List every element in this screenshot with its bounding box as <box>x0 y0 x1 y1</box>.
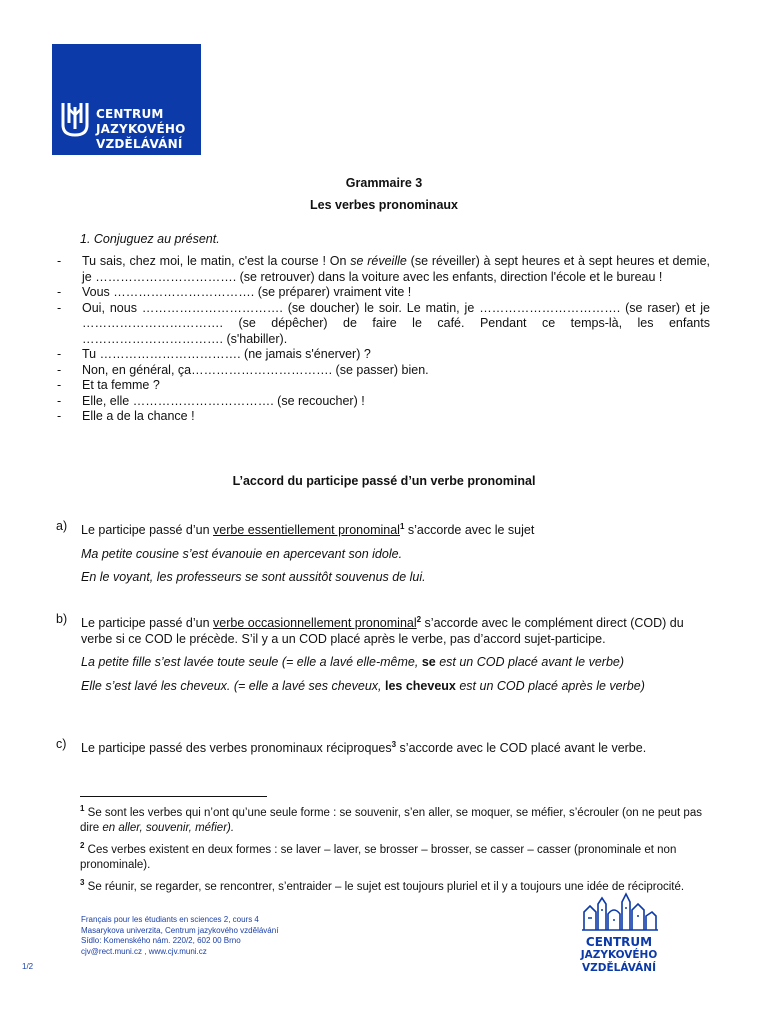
item-text: Non, en général, ça……………………………. (se passer) bien. <box>82 362 429 377</box>
section-title: L’accord du participe passé d’un verbe pronominal <box>232 474 536 488</box>
rule-example: Elle s’est lavé les cheveux. (= elle a lavé ses cheveux, les cheveux est un COD placé après le verbe) <box>81 678 645 693</box>
rule-letter: c) <box>56 737 67 751</box>
footnote-separator <box>80 796 267 797</box>
item-text: Tu ……………………………. (ne jamais s'énerver) ? <box>82 347 371 361</box>
rule-example: En le voyant, les professeurs se sont aussitôt souvenus de lui. <box>81 570 426 585</box>
footnote-1: $^1$ Se sont les verbes qui n’ont qu’une seule forme : se souvenir, s’en aller, se moquer, se méfier, s’écrouler (on ne peut pas dire en aller, souvenir, méfier). <box>80 804 702 835</box>
logo-line: JAZYKOVÉHO <box>580 949 658 961</box>
bottom-logo-text <box>578 936 660 975</box>
item-text: Et ta femme ? <box>82 378 160 392</box>
item-text: Vous ……………………………. (se préparer) vraiment vite ! <box>82 285 412 299</box>
footer-line: Sídlo: Komenského nám. 220/2, 602 00 Brno <box>81 936 241 945</box>
footnotes <box>80 801 710 896</box>
logo-line: VZDĚLÁVÁNÍ <box>96 137 183 151</box>
item-text: Elle, elle ……………………………. (se recoucher) ! <box>82 393 365 408</box>
footer-address <box>81 915 278 957</box>
logo-line: CENTRUM <box>585 935 653 949</box>
footer-line: Masarykova univerzita, Centrum jazykového vzdělávání <box>81 925 279 935</box>
rule-text: Le participe passé des verbes pronominaux réciproques$^3$ s’accorde avec le COD placé avant le verbe. <box>81 740 647 756</box>
exercise-list <box>57 254 710 425</box>
item-example: se réveille <box>350 254 407 268</box>
footnote-3: $^3$ Se réunir, se regarder, se rencontrer, s’entraider – le sujet est toujours pluriel et il y a toujours une idée de réciprocité. <box>80 877 685 893</box>
logo-line: CENTRUM <box>96 107 164 121</box>
item-text: Elle a de la chance ! <box>82 409 195 423</box>
item-text: (se réveiller) à sept heures et à sept heures et demie, je ……………………………. (se retrouver) dans la voiture avec les enfants, direction l'école et le bureau ! <box>82 254 710 284</box>
footer-line: Français pour les étudiants en sciences 2, cours 4 <box>81 915 259 924</box>
rule-letter: a) <box>56 519 68 533</box>
logo-text <box>96 107 186 152</box>
bottom-logo <box>578 888 658 983</box>
logo-block <box>52 44 201 155</box>
muni-logo-icon <box>60 99 90 139</box>
page-title: Grammaire 3 <box>345 176 423 190</box>
list-item: - Vous ……………………………. (se préparer) vraiment vite ! <box>57 285 710 301</box>
rule-text: Le participe passé d’un verbe essentiellement pronominal$^1$ s’accorde avec le sujet <box>81 522 535 538</box>
list-item: - Non, en général, ça……………………………. (se passer) bien. <box>57 363 710 379</box>
rule-text: Le participe passé d’un verbe occasionnellement pronominal$^2$ s’accorde avec le complément direct (COD) du verbe si ce COD le précède. S’il y a un COD placé après le verbe, pas d’accord sujet-participe. <box>81 615 684 646</box>
item-text: Tu sais, chez moi, le matin, c'est la course ! On <box>82 254 351 268</box>
exercise-heading: 1. Conjuguez au présent. <box>80 232 220 246</box>
city-skyline-icon <box>580 890 658 934</box>
list-item: - Oui, nous ……………………………. (se doucher) le soir. Le matin, je ……………………………. (se raser) et je ……………………………. (se dépêcher) de faire le café. Pendant ce temps-là, les enfants ……………………………. (s'habiller). <box>57 300 710 346</box>
rule-letter: b) <box>56 612 68 626</box>
list-item: - Elle a de la chance ! <box>57 409 710 425</box>
logo-line: JAZYKOVÉHO <box>96 122 186 136</box>
rule-example: La petite fille s’est lavée toute seule (= elle a lavé elle-même, se est un COD placé avant le verbe) <box>81 655 625 670</box>
page-subtitle: Les verbes pronominaux <box>310 198 458 212</box>
rule-example: Ma petite cousine s’est évanouie en apercevant son idole. <box>81 546 403 561</box>
list-item: - Tu sais, chez moi, le matin, c'est la course ! On se réveille (se réveiller) à sept heures et à sept heures et demie, je ……………………………. (se retrouver) dans la voiture avec les enfants, direction l'école et le bureau ! <box>57 254 710 284</box>
logo-line: VZDĚLÁVÁNÍ <box>582 962 656 974</box>
footer-line: cjv@rect.muni.cz , www.cjv.muni.cz <box>81 946 207 956</box>
list-item: - Tu ……………………………. (ne jamais s'énerver) ? <box>57 347 710 363</box>
list-item: - Elle, elle ……………………………. (se recoucher) ! <box>57 394 710 410</box>
list-item: - Et ta femme ? <box>57 378 710 394</box>
item-text: Oui, nous ……………………………. (se doucher) le soir. Le matin, je ……………………………. (se raser) et je ……………………………. (se dépêcher) de faire le café. Pendant ce temps-là, les enfants ……………………………. (s'habiller). <box>82 300 710 346</box>
footnote-2: $^2$ Ces verbes existent en deux formes : se laver – laver, se brosser – brosser, se casser – casser (pronominale et non pronominale). <box>80 840 677 872</box>
page-number: 1/2 <box>22 962 34 971</box>
